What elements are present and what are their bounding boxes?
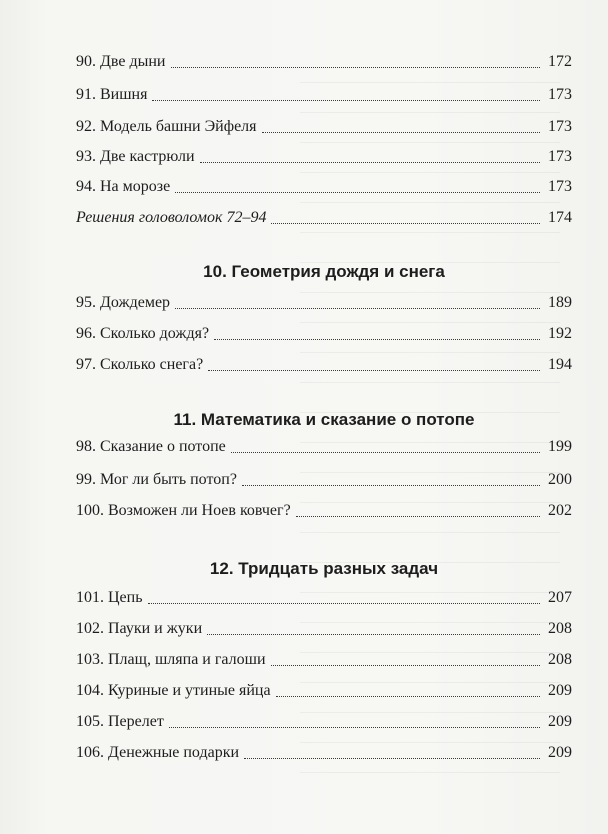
entry-title: 102. Пауки и жуки <box>76 620 203 637</box>
toc-entry-solutions <box>76 207 572 229</box>
entry-page-number: 173 <box>548 178 572 195</box>
entry-title: 105. Перелет <box>76 713 164 730</box>
dot-leader <box>175 307 540 309</box>
dot-leader <box>262 131 540 133</box>
toc-entry <box>76 587 572 609</box>
section-heading: 11. Математика и сказание о потопе <box>173 410 475 429</box>
toc-entry <box>76 469 572 491</box>
toc-entry <box>76 354 572 376</box>
dot-leader <box>152 99 540 101</box>
dot-leader <box>207 633 540 635</box>
entry-page-number: 209 <box>548 682 572 699</box>
toc-entry <box>76 323 572 345</box>
entry-page-number: 174 <box>548 209 572 226</box>
toc-entry <box>76 436 572 458</box>
dot-leader <box>214 338 540 340</box>
entry-page-number: 189 <box>548 294 572 311</box>
entry-title: 91. Вишня <box>76 86 148 103</box>
toc-entry <box>76 84 572 106</box>
toc-entry <box>76 742 572 764</box>
toc-entry <box>76 618 572 640</box>
dot-leader <box>200 161 541 163</box>
entry-page-number: 173 <box>548 118 572 135</box>
dot-leader <box>276 695 540 697</box>
dot-leader <box>231 451 540 453</box>
dot-leader <box>169 726 540 728</box>
dot-leader <box>175 191 540 193</box>
dot-leader <box>271 222 540 224</box>
entry-title: 97. Сколько снега? <box>76 356 204 373</box>
entry-title: 94. На морозе <box>76 178 171 195</box>
entry-title: 106. Денежные подарки <box>76 744 240 761</box>
dot-leader <box>148 602 540 604</box>
dot-leader <box>244 757 540 759</box>
entry-page-number: 173 <box>548 86 572 103</box>
toc-entry <box>76 711 572 733</box>
entry-title: 98. Сказание о потопе <box>76 438 226 455</box>
toc-entry <box>76 116 572 138</box>
entry-page-number: 173 <box>548 148 572 165</box>
entry-page-number: 202 <box>548 502 572 519</box>
entry-title: 100. Возможен ли Ноев ковчег? <box>76 502 291 519</box>
toc-entry <box>76 649 572 671</box>
toc-entry <box>76 176 572 198</box>
entry-page-number: 209 <box>548 744 572 761</box>
entry-page-number: 208 <box>548 651 572 668</box>
entry-title: 96. Сколько дождя? <box>76 325 210 342</box>
entry-page-number: 208 <box>548 620 572 637</box>
entry-page-number: 194 <box>548 356 572 373</box>
entry-title: 92. Модель башни Эйфеля <box>76 118 257 135</box>
dot-leader <box>208 369 540 371</box>
entry-title: Решения головоломок 72–94 <box>76 209 267 226</box>
section-heading: 12. Тридцать разных задач <box>209 559 439 578</box>
entry-page-number: 199 <box>548 438 572 455</box>
entry-title: 95. Дождемер <box>76 294 171 311</box>
entry-page-number: 172 <box>548 53 572 70</box>
entry-page-number: 209 <box>548 713 572 730</box>
entry-title: 104. Куриные и утиные яйца <box>76 682 271 699</box>
entry-title: 99. Мог ли быть потоп? <box>76 471 237 488</box>
section-heading: 10. Геометрия дождя и снега <box>203 262 445 281</box>
toc-entry <box>76 292 572 314</box>
dot-leader <box>171 66 541 68</box>
toc-entry <box>76 51 572 73</box>
entry-title: 90. Две дыни <box>76 53 166 70</box>
entry-title: 101. Цепь <box>76 589 143 606</box>
toc-entry <box>76 500 572 522</box>
entry-page-number: 207 <box>548 589 572 606</box>
toc-entry <box>76 680 572 702</box>
dot-leader <box>296 515 540 517</box>
entry-title: 103. Плащ, шляпа и галоши <box>76 651 266 668</box>
dot-leader <box>271 664 540 666</box>
entry-page-number: 192 <box>548 325 572 342</box>
entry-title: 93. Две кастрюли <box>76 148 195 165</box>
dot-leader <box>242 484 540 486</box>
toc-entry <box>76 146 572 168</box>
entry-page-number: 200 <box>548 471 572 488</box>
